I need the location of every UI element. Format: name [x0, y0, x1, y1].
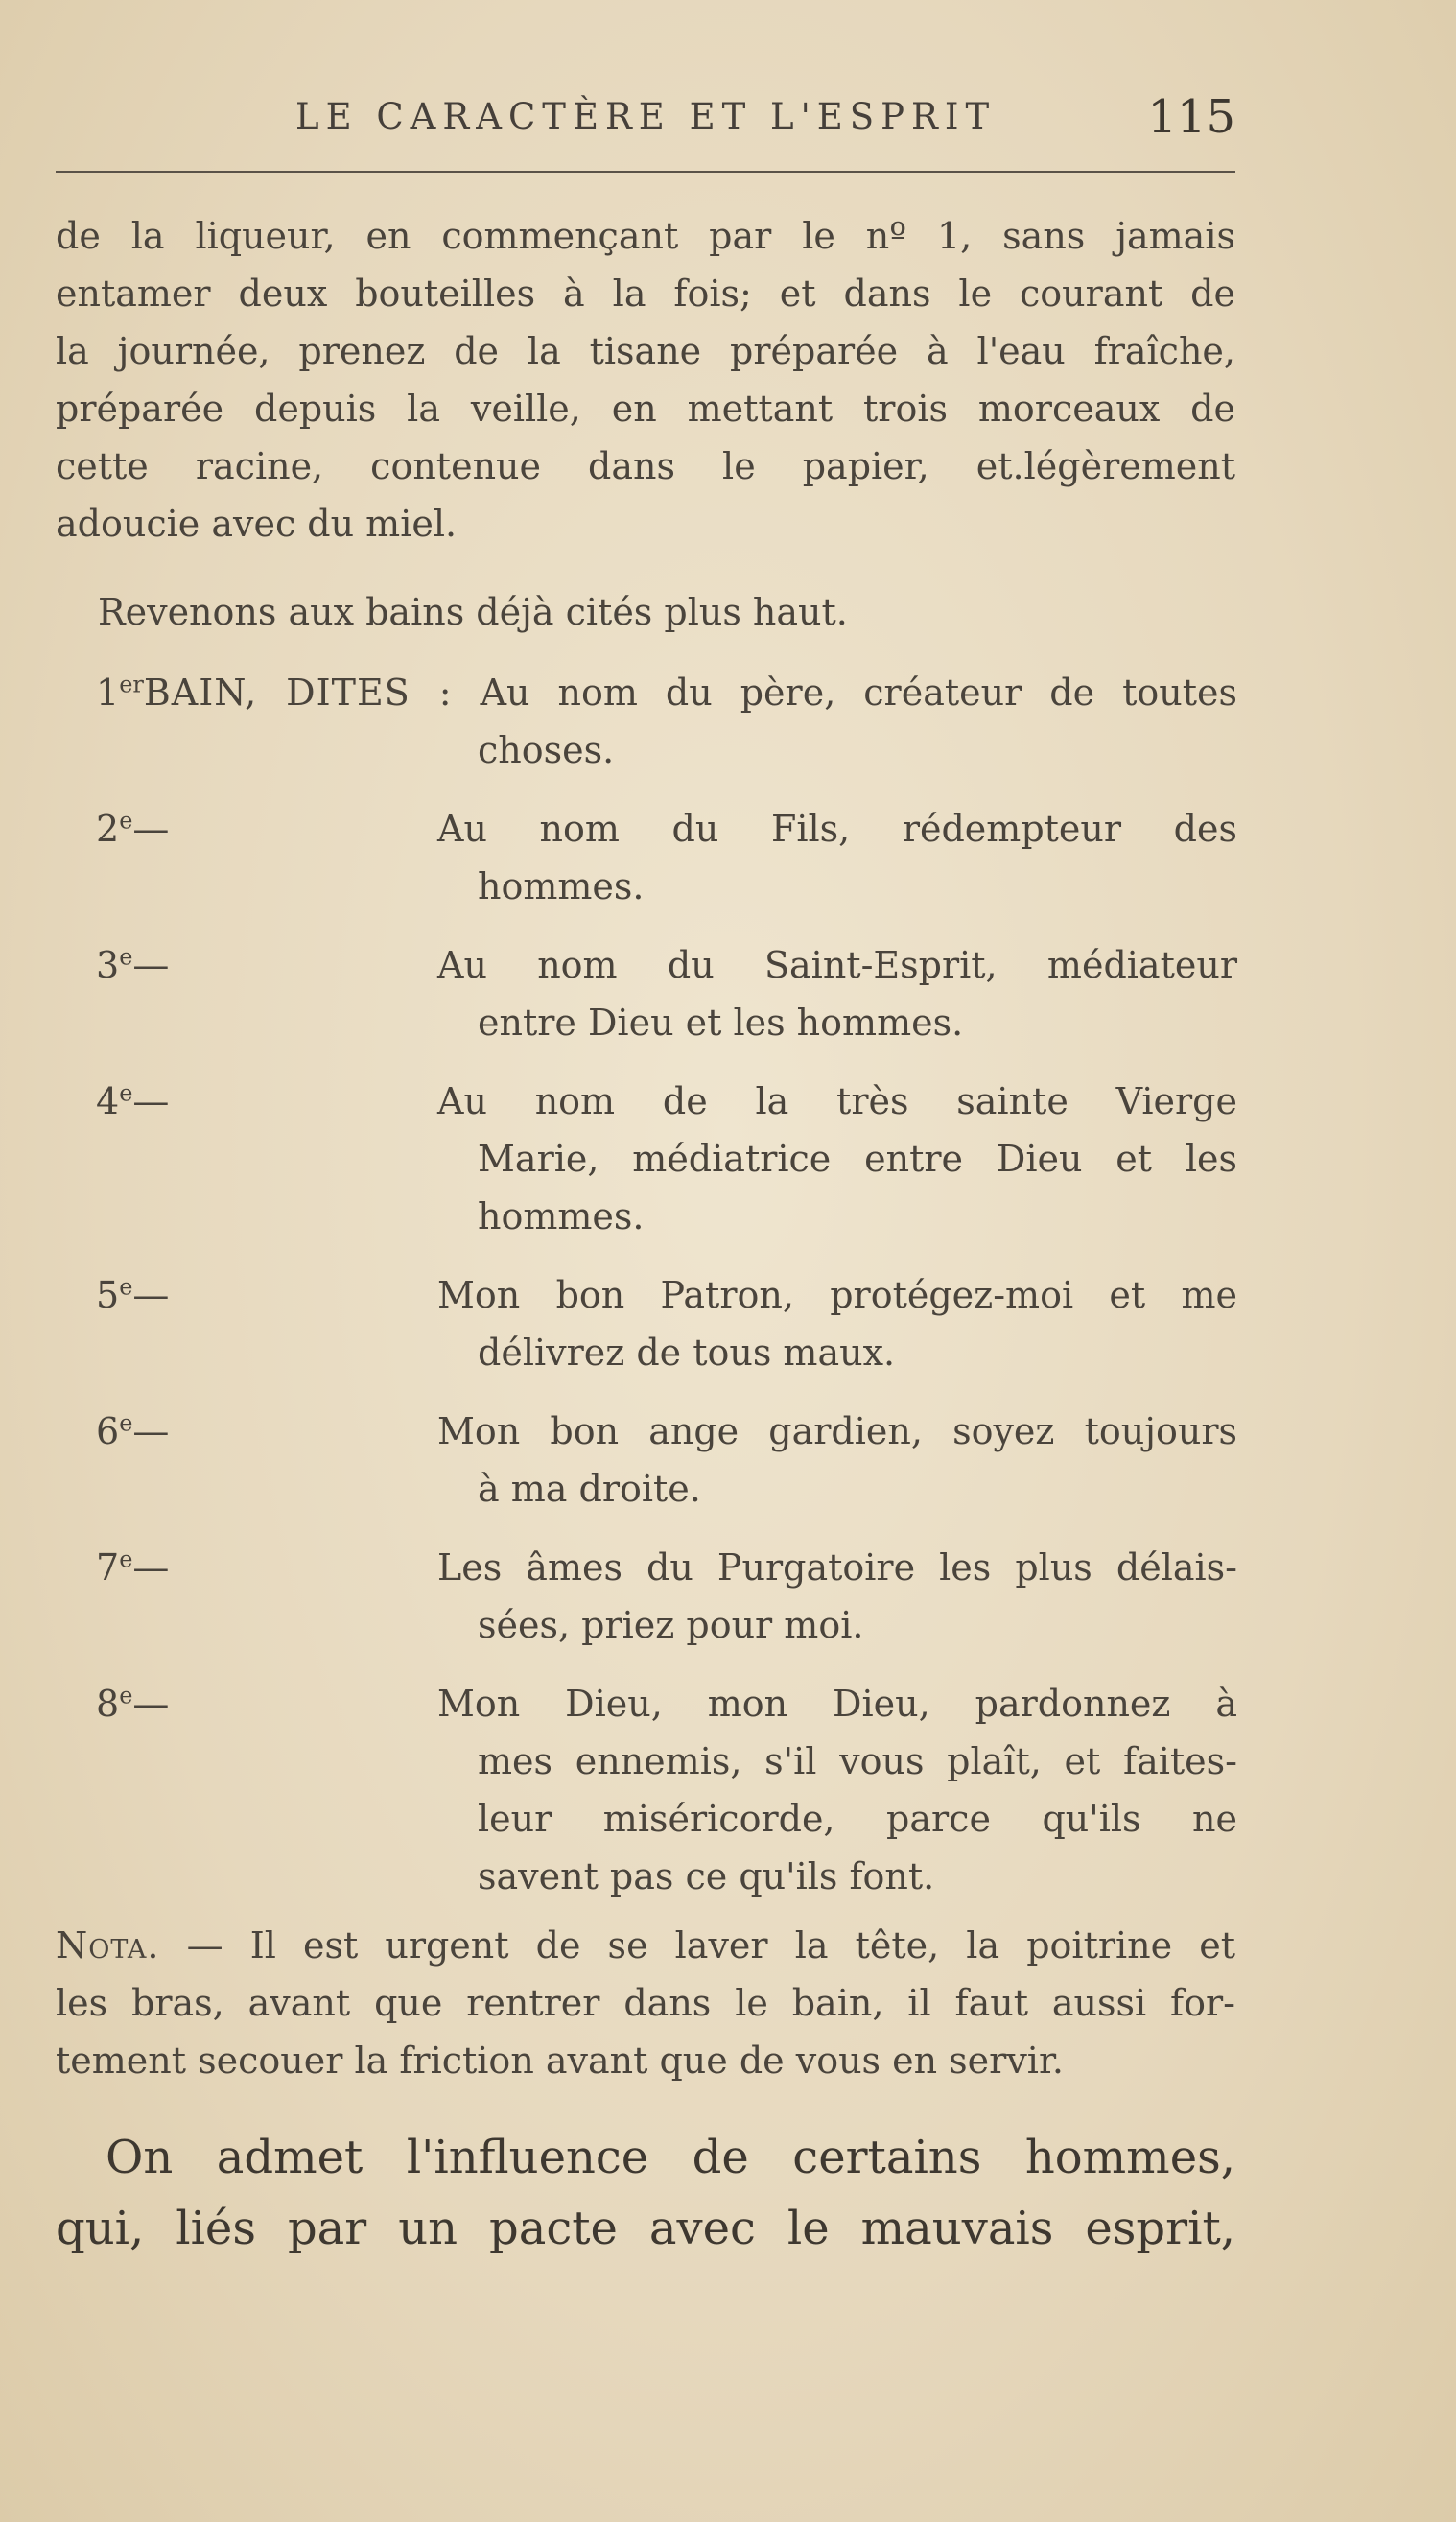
bath-text-line: Au nom de la très sainte Vierge — [437, 1080, 1237, 1122]
bath-text-line: Au nom du père, créateur de toutes — [480, 672, 1237, 714]
bath-text-line: Mon bon Patron, protégez-moi et me — [437, 1274, 1237, 1316]
nota-line: Nota. — Il est urgent de se laver la tête, la poitrine et — [56, 1924, 1235, 1967]
bath-label: 8e— — [96, 1682, 170, 1725]
bath-text-line: choses. — [478, 729, 615, 771]
intro-line: adoucie avec du miel. — [56, 503, 458, 545]
revenons-line: Revenons aux bains déjà cités plus haut. — [98, 591, 848, 633]
bath-text-line: sées, priez pour moi. — [478, 1604, 864, 1646]
nota-paragraph — [56, 1917, 1235, 2089]
bath-4 — [96, 1072, 1237, 1245]
bath-number: 1 — [96, 672, 120, 714]
closing-paragraph — [56, 2122, 1235, 2264]
running-head — [56, 90, 1235, 153]
nota-line: tement secouer la friction avant que de vous en servir. — [56, 2039, 1065, 2082]
bath-text-line: Au nom du Fils, rédempteur des — [437, 808, 1237, 850]
bath-label: BAIN, DITES : — [143, 672, 453, 714]
bath-label: 3e— — [96, 943, 170, 986]
bath-text-line: savent pas ce qu'ils font. — [478, 1855, 935, 1897]
intro-paragraph — [56, 207, 1235, 553]
revenons-paragraph — [56, 583, 1235, 641]
bath-text-line: hommes. — [478, 865, 645, 907]
running-title: LE CARACTÈRE ET L'ESPRIT — [295, 96, 997, 137]
bath-1 — [96, 664, 1237, 779]
bath-5 — [96, 1266, 1237, 1381]
bath-label: 7e— — [96, 1545, 170, 1589]
bath-2 — [96, 800, 1237, 915]
closing-line: On admet l'influence de certains hommes, — [106, 2131, 1235, 2184]
intro-line: la journée, prenez de la tisane préparée à l'eau fraîche, — [56, 330, 1235, 372]
bath-label: 6e— — [96, 1409, 170, 1452]
intro-line: de la liqueur, en commençant par le nº 1, sans jamais — [56, 215, 1235, 257]
bath-text-line: Au nom du Saint-Esprit, médiateur — [437, 944, 1237, 986]
bath-6 — [96, 1402, 1237, 1518]
intro-line: cette racine, contenue dans le papier, et.légèrement — [56, 445, 1235, 487]
bath-text-line: Marie, médiatrice entre Dieu et les — [478, 1138, 1237, 1180]
header-rule — [56, 171, 1235, 173]
bath-8 — [96, 1675, 1237, 1905]
nota-line: les bras, avant que rentrer dans le bain, il faut aussi for- — [56, 1982, 1235, 2024]
bath-text-line: mes ennemis, s'il vous plaît, et faites- — [478, 1740, 1237, 1782]
page-number: 115 — [1147, 90, 1235, 144]
bath-text-line: entre Dieu et les hommes. — [478, 1002, 964, 1044]
bath-text-line: à ma droite. — [478, 1468, 701, 1510]
bath-text-line: Mon Dieu, mon Dieu, pardonnez à — [437, 1683, 1237, 1725]
bath-label: 2e— — [96, 807, 170, 850]
intro-line: entamer deux bouteilles à la fois; et dans le courant de — [56, 272, 1235, 315]
bath-text-line: Les âmes du Purgatoire les plus délais- — [437, 1546, 1237, 1589]
bath-text-line: leur miséricorde, parce qu'ils ne — [478, 1798, 1237, 1840]
nota-label: Nota. — [56, 1924, 160, 1967]
bath-label: 4e— — [96, 1079, 170, 1122]
bath-text-line: Mon bon ange gardien, soyez toujours — [437, 1410, 1237, 1452]
closing-line: qui, liés par un pacte avec le mauvais esprit, — [56, 2202, 1235, 2255]
bath-7 — [96, 1539, 1237, 1654]
intro-line: préparée depuis la veille, en mettant trois morceaux de — [56, 388, 1235, 430]
bath-text-line: délivrez de tous maux. — [478, 1332, 896, 1374]
bath-ordinal: er — [119, 671, 144, 698]
bath-label: 5e— — [96, 1273, 170, 1316]
bath-text-line: hommes. — [478, 1195, 645, 1237]
bath-3 — [96, 936, 1237, 1051]
